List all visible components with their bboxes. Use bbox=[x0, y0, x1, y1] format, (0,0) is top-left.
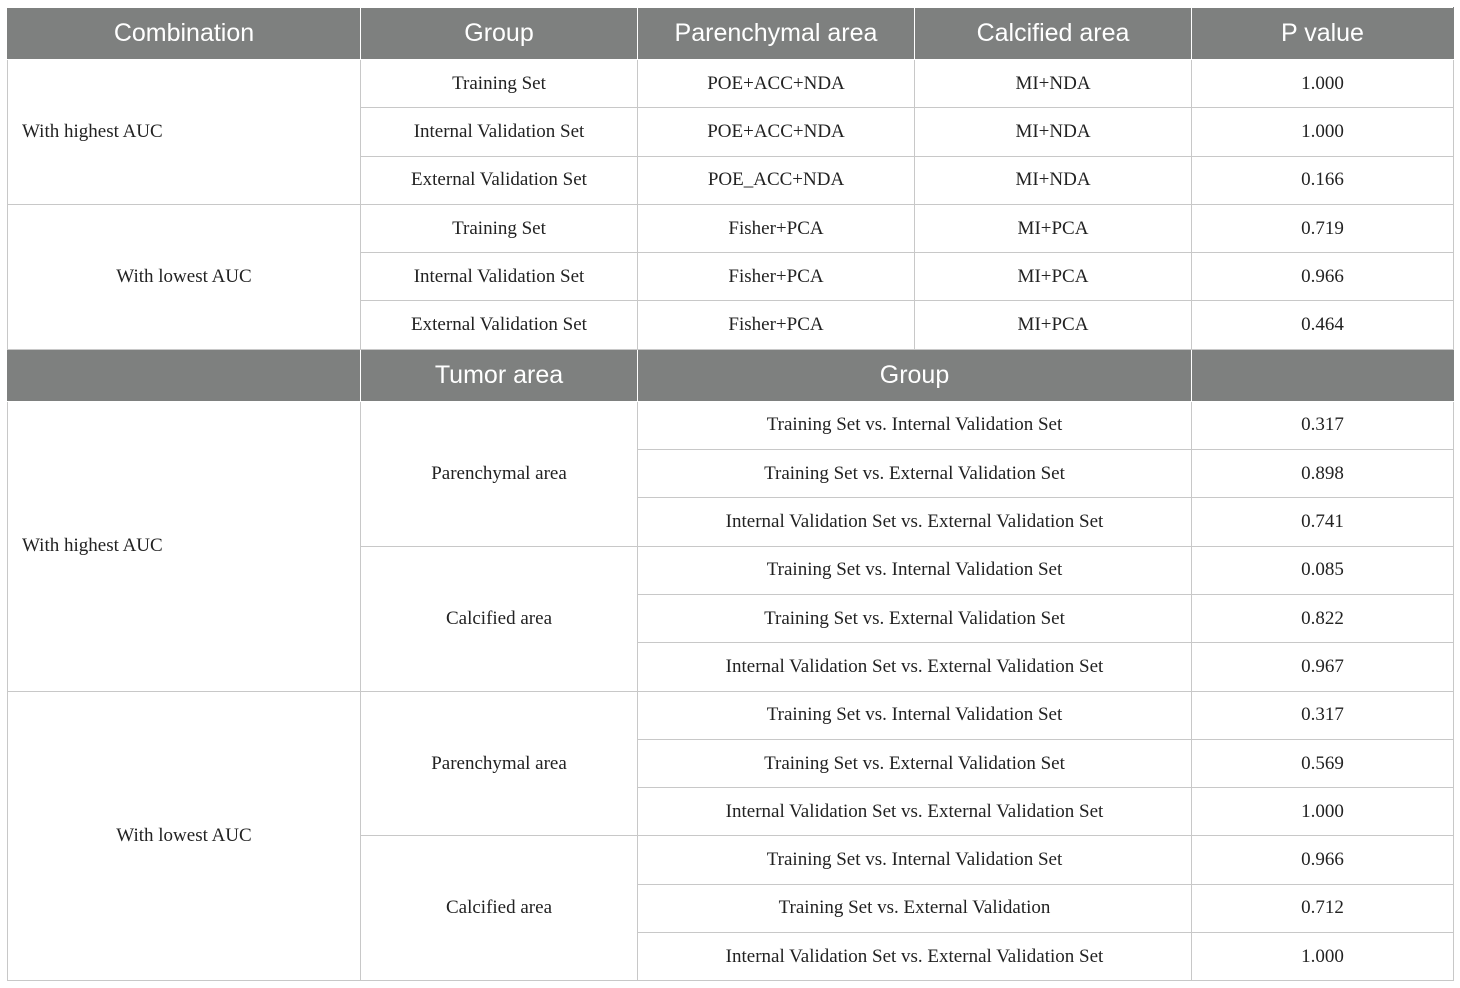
p-value-cell: 0.966 bbox=[1192, 253, 1454, 301]
calcified-cell: MI+NDA bbox=[915, 60, 1192, 108]
p-value-cell: 1.000 bbox=[1192, 788, 1454, 836]
comparison-cell: Training Set vs. External Validation Set bbox=[638, 739, 1192, 787]
calcified-cell: MI+NDA bbox=[915, 108, 1192, 156]
p-value-cell: 0.569 bbox=[1192, 739, 1454, 787]
comparison-cell: Training Set vs. External Validation Set bbox=[638, 450, 1192, 498]
p-value-cell: 1.000 bbox=[1192, 60, 1454, 108]
p-value-cell: 0.317 bbox=[1192, 401, 1454, 449]
tumor-area-cell: Calcified area bbox=[361, 836, 638, 981]
comparison-cell: Internal Validation Set vs. External Validation Set bbox=[638, 498, 1192, 546]
header-row-1 bbox=[8, 8, 1454, 60]
group-cell: Training Set bbox=[361, 204, 638, 252]
col-header-empty bbox=[8, 349, 361, 401]
group-cell: Training Set bbox=[361, 60, 638, 108]
parenchymal-cell: POE+ACC+NDA bbox=[638, 60, 915, 108]
group-cell: Internal Validation Set bbox=[361, 253, 638, 301]
combination-cell: With highest AUC bbox=[8, 401, 361, 691]
combination-cell: With highest AUC bbox=[8, 60, 361, 205]
col-header-empty-p bbox=[1192, 349, 1454, 401]
combination-cell: With lowest AUC bbox=[8, 204, 361, 349]
p-value-cell: 1.000 bbox=[1192, 108, 1454, 156]
col-header-group-2: Group bbox=[638, 349, 1192, 401]
results-table bbox=[7, 7, 1454, 981]
group-cell: External Validation Set bbox=[361, 156, 638, 204]
col-header-p-value: P value bbox=[1192, 8, 1454, 60]
p-value-cell: 0.719 bbox=[1192, 204, 1454, 252]
comparison-cell: Internal Validation Set vs. External Validation Set bbox=[638, 643, 1192, 691]
p-value-cell: 0.464 bbox=[1192, 301, 1454, 349]
p-value-cell: 0.967 bbox=[1192, 643, 1454, 691]
calcified-cell: MI+NDA bbox=[915, 156, 1192, 204]
comparison-cell: Internal Validation Set vs. External Validation Set bbox=[638, 788, 1192, 836]
p-value-cell: 0.712 bbox=[1192, 884, 1454, 932]
p-value-cell: 0.166 bbox=[1192, 156, 1454, 204]
group-cell: External Validation Set bbox=[361, 301, 638, 349]
parenchymal-cell: Fisher+PCA bbox=[638, 204, 915, 252]
p-value-cell: 0.966 bbox=[1192, 836, 1454, 884]
header-row-2 bbox=[8, 349, 1454, 401]
tumor-area-cell: Calcified area bbox=[361, 546, 638, 691]
comparison-cell: Training Set vs. Internal Validation Set bbox=[638, 401, 1192, 449]
comparison-cell: Internal Validation Set vs. External Validation Set bbox=[638, 933, 1192, 981]
calcified-cell: MI+PCA bbox=[915, 301, 1192, 349]
col-header-group: Group bbox=[361, 8, 638, 60]
parenchymal-cell: POE_ACC+NDA bbox=[638, 156, 915, 204]
parenchymal-cell: POE+ACC+NDA bbox=[638, 108, 915, 156]
table-row bbox=[8, 204, 1454, 252]
table-row bbox=[8, 691, 1454, 739]
parenchymal-cell: Fisher+PCA bbox=[638, 253, 915, 301]
calcified-cell: MI+PCA bbox=[915, 204, 1192, 252]
col-header-tumor-area: Tumor area bbox=[361, 349, 638, 401]
col-header-parenchymal: Parenchymal area bbox=[638, 8, 915, 60]
comparison-cell: Training Set vs. External Validation bbox=[638, 884, 1192, 932]
group-cell: Internal Validation Set bbox=[361, 108, 638, 156]
table-row bbox=[8, 60, 1454, 108]
parenchymal-cell: Fisher+PCA bbox=[638, 301, 915, 349]
p-value-cell: 1.000 bbox=[1192, 933, 1454, 981]
comparison-cell: Training Set vs. Internal Validation Set bbox=[638, 836, 1192, 884]
calcified-cell: MI+PCA bbox=[915, 253, 1192, 301]
tumor-area-cell: Parenchymal area bbox=[361, 401, 638, 546]
tumor-area-cell: Parenchymal area bbox=[361, 691, 638, 836]
col-header-combination: Combination bbox=[8, 8, 361, 60]
p-value-cell: 0.741 bbox=[1192, 498, 1454, 546]
table-row bbox=[8, 401, 1454, 449]
col-header-calcified: Calcified area bbox=[915, 8, 1192, 60]
p-value-cell: 0.085 bbox=[1192, 546, 1454, 594]
p-value-cell: 0.822 bbox=[1192, 594, 1454, 642]
comparison-cell: Training Set vs. External Validation Set bbox=[638, 594, 1192, 642]
combination-cell: With lowest AUC bbox=[8, 691, 361, 981]
p-value-cell: 0.898 bbox=[1192, 450, 1454, 498]
p-value-cell: 0.317 bbox=[1192, 691, 1454, 739]
comparison-cell: Training Set vs. Internal Validation Set bbox=[638, 691, 1192, 739]
comparison-cell: Training Set vs. Internal Validation Set bbox=[638, 546, 1192, 594]
